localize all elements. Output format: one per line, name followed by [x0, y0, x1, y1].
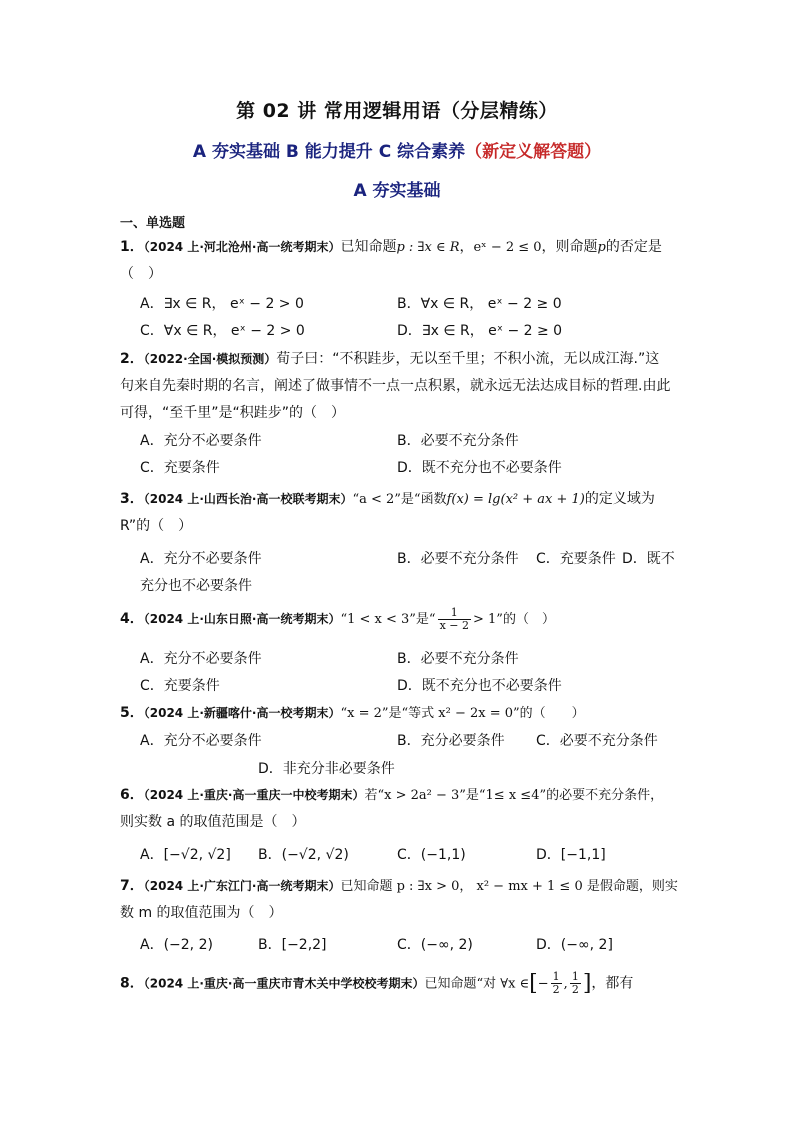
question-6 [120, 782, 680, 836]
fraction-denominator: 2 [571, 983, 579, 996]
option-c: C．(−1,1) [397, 847, 466, 863]
question-type-heading: 一、单选题 [120, 216, 186, 231]
option-c: C．必要不充分条件 [536, 733, 658, 749]
left-bracket: [ [529, 971, 538, 996]
option-a: A．充分不必要条件 [140, 551, 262, 567]
option-a: A．充分不必要条件 [140, 651, 262, 667]
question-text: ，则命题 [541, 239, 598, 255]
fraction-numerator: 1 [438, 607, 471, 620]
question-source: （2024 上·重庆·高一重庆一中校考期末） [143, 788, 365, 802]
question-3 [120, 486, 680, 540]
question-text: 已知命题“对 ∀x ∈ [424, 976, 530, 992]
option-d: D．非充分非必要条件 [258, 761, 395, 777]
question-text: 句来自先秦时期的名言，阐述了做事情不一点一点积累，就永远无法达成目标的哲理.由此 [120, 378, 671, 394]
option-d: D．∃x ∈ R， eˣ − 2 ≥ 0 [397, 323, 563, 339]
question-text: 的定义域为 [584, 491, 655, 507]
question-text: 已知命题 [340, 239, 397, 255]
comma: , [563, 976, 568, 992]
question-number: 8． [120, 975, 144, 992]
question-source: （2024 上·山东日照·高一统考期末） [143, 612, 341, 626]
math-expression: eˣ − 2 ≤ 0 [473, 240, 542, 255]
option-b: B．(−√2, √2) [258, 847, 349, 863]
math-expression: p [597, 240, 606, 255]
question-number: 2． [120, 351, 144, 367]
question-text: 的否定是 [605, 239, 662, 255]
question-8 [120, 970, 690, 998]
fraction [438, 607, 471, 632]
option-a: A．充分不必要条件 [140, 433, 262, 449]
question-source: （2022·全国·模拟预测） [143, 352, 277, 366]
question-text: 荀子曰：“不积跬步，无以至千里；不积小流，无以成江海.”这 [276, 351, 660, 367]
fraction [551, 971, 562, 996]
question-number: 1． [120, 239, 144, 255]
option-c: C．(−∞, 2) [397, 937, 473, 953]
question-7 [120, 873, 680, 927]
section-heading: A 夯实基础 [353, 181, 441, 201]
question-text: 若“x > 2a² − 3”是“1≤ x ≤4”的必要不充分条件， [364, 788, 664, 803]
question-5 [120, 700, 680, 727]
question-text: ， [459, 239, 474, 255]
question-1 [120, 234, 680, 288]
question-text: 则实数 a 的取值范围是（ ） [120, 814, 306, 830]
question-text: > 1”的（ ） [473, 612, 555, 627]
option-d: D．[−1,1] [536, 847, 606, 863]
option-d: D．既不充分也不必要条件 [397, 460, 562, 476]
fraction-denominator: 2 [552, 983, 560, 996]
option-b: B．[−2,2] [258, 937, 327, 953]
question-text: R”的（ ） [120, 518, 193, 534]
question-number: 7． [120, 878, 144, 894]
question-source: （2024 上·河北沧州·高一统考期末） [143, 240, 341, 254]
page-title: 第 02 讲 常用逻辑用语（分层精练） [236, 100, 558, 122]
option-b: B．必要不充分条件 [397, 551, 519, 567]
option-d-continued: 充分也不必要条件 [140, 578, 252, 594]
option-c: C．∀x ∈ R， eˣ − 2 > 0 [140, 323, 305, 339]
option-d: D．既不充分也不必要条件 [397, 678, 562, 694]
option-d: D．既不 [622, 551, 675, 567]
fraction [570, 971, 581, 996]
question-source: （2024 上·重庆·高一重庆市青木关中学校校考期末） [143, 976, 425, 991]
question-text: ，都有 [591, 975, 634, 992]
option-a: A．∃x ∈ R， eˣ − 2 > 0 [140, 296, 304, 312]
math-expression: f(x) = lg(x² + ax + 1) [446, 492, 585, 507]
math-expression: p : ∃x ∈ R [396, 240, 460, 255]
fraction-denominator: x − 2 [439, 618, 470, 632]
option-b: B．必要不充分条件 [397, 433, 519, 449]
option-b: B．∀x ∈ R， eˣ − 2 ≥ 0 [397, 296, 562, 312]
minus-sign: − [537, 976, 549, 992]
question-text: 可得，“至千里”是“积跬步”的（ ） [120, 405, 346, 421]
question-source: （2024 上·山西长治·高一校联考期末） [143, 492, 353, 506]
option-b: B．必要不充分条件 [397, 651, 519, 667]
question-number: 4． [120, 611, 144, 627]
option-b: B．充分必要条件 [397, 733, 505, 749]
question-2 [120, 346, 680, 427]
option-c: C．充要条件 [140, 460, 220, 476]
subtitle-red: （新定义解答题） [465, 142, 602, 162]
option-c: C．充要条件 [536, 551, 616, 567]
page-subtitle [0, 137, 794, 162]
question-number: 6． [120, 787, 144, 803]
question-text: “a < 2”是“函数 [352, 492, 447, 507]
question-text: “x = 2”是“等式 x² − 2x = 0”的（ ） [340, 706, 585, 721]
option-c: C．充要条件 [140, 678, 220, 694]
question-source: （2024 上·广东江门·高一统考期末） [143, 879, 341, 893]
subtitle-main: A 夯实基础 B 能力提升 C 综合素养 [192, 142, 466, 162]
fraction-numerator: 1 [571, 970, 579, 983]
question-number: 5． [120, 705, 144, 721]
question-source: （2024 上·新疆喀什·高一校考期末） [143, 706, 341, 720]
option-a: A．[−√2, √2] [140, 847, 231, 863]
option-a: A．充分不必要条件 [140, 733, 262, 749]
option-a: A．(−2, 2) [140, 937, 213, 953]
answer-paren: （ ） [120, 266, 162, 282]
fraction-numerator: 1 [552, 970, 560, 983]
option-d: D．(−∞, 2] [536, 937, 613, 953]
question-number: 3． [120, 491, 144, 507]
question-text: 数 m 的取值范围为（ ） [120, 905, 283, 921]
question-4 [120, 606, 680, 633]
question-text: 已知命题 p : ∃x > 0， x² − mx + 1 ≤ 0 是假命题，则实 [340, 879, 678, 894]
question-text: “1 < x < 3”是“ [340, 612, 436, 627]
right-bracket: ] [582, 971, 592, 996]
